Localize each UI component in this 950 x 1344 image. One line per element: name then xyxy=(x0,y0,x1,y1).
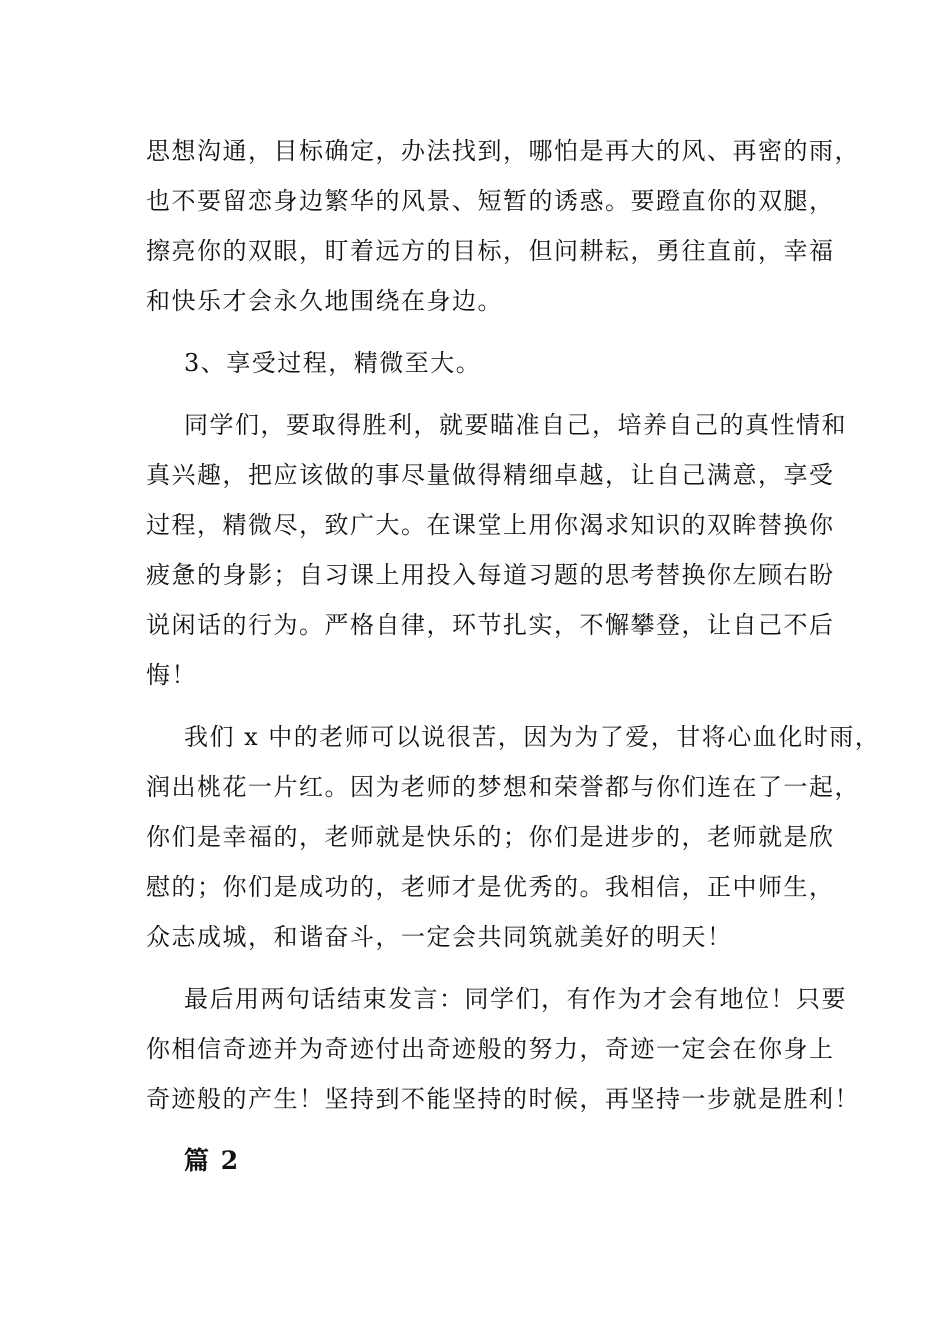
subheading-line: 3、享受过程，精微至大。 xyxy=(184,349,482,377)
text-line: 说闲话的行为。严格自律，环节扎实，不懈攀登，让自己不后 xyxy=(146,611,835,639)
text-line: 众志成城，和谐奋斗，一定会共同筑就美好的明天！ xyxy=(146,923,733,951)
text-line: 你们是幸福的，老师就是快乐的；你们是进步的，老师就是欣 xyxy=(146,823,835,851)
text-line: 思想沟通，目标确定，办法找到，哪怕是再大的风、再密的雨， xyxy=(146,137,860,165)
text-line: 擦亮你的双眼，盯着远方的目标，但问耕耘，勇往直前，幸福 xyxy=(146,237,835,265)
text-line: 最后用两句话结束发言：同学们，有作为才会有地位！只要 xyxy=(184,985,847,1013)
text-line: 同学们，要取得胜利，就要瞄准自己，培养自己的真性情和 xyxy=(184,411,847,439)
section-heading: 篇 2 xyxy=(184,1146,240,1175)
text-line: 真兴趣，把应该做的事尽量做得精细卓越，让自己满意，享受 xyxy=(146,461,835,489)
text-line: 疲惫的身影；自习课上用投入每道习题的思考替换你左顾右盼 xyxy=(146,561,835,589)
text-line: 悔！ xyxy=(146,661,197,689)
text-line: 也不要留恋身边繁华的风景、短暂的诱惑。要蹬直你的双腿， xyxy=(146,187,835,215)
text-line: 和快乐才会永久地围绕在身边。 xyxy=(146,287,503,315)
text-line: 我们 x 中的老师可以说很苦，因为为了爱，甘将心血化时雨， xyxy=(184,723,881,751)
text-line: 润出桃花一片红。因为老师的梦想和荣誉都与你们连在了一起， xyxy=(146,773,860,801)
text-line: 你相信奇迹并为奇迹付出奇迹般的努力，奇迹一定会在你身上 xyxy=(146,1035,835,1063)
text-line: 奇迹般的产生！坚持到不能坚持的时候，再坚持一步就是胜利！ xyxy=(146,1085,860,1113)
text-line: 慰的；你们是成功的，老师才是优秀的。我相信，正中师生， xyxy=(146,873,835,901)
text-line: 过程，精微尽，致广大。在课堂上用你渴求知识的双眸替换你 xyxy=(146,511,835,539)
